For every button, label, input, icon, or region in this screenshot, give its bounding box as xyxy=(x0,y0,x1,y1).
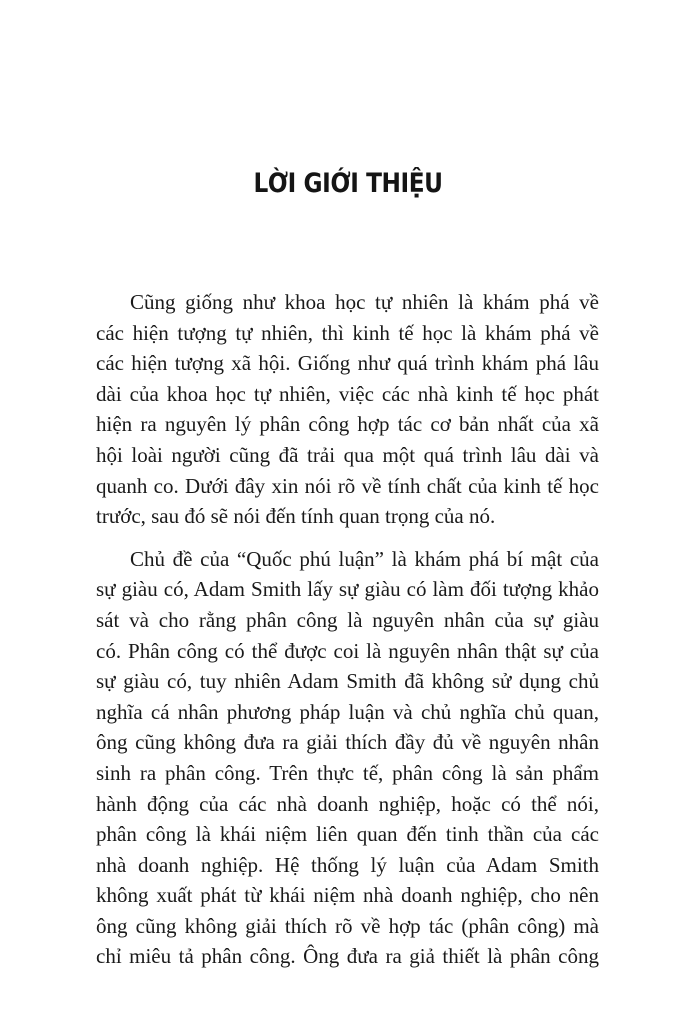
text-line: các hiện tượng tự nhiên, thì kinh tế học là khám phá về xyxy=(96,320,599,345)
text-line: trước, sau đó sẽ nói đến tính quan trọng của nó. xyxy=(96,504,496,529)
text-line: Cũng giống như khoa học tự nhiên là khám phá về xyxy=(130,290,599,314)
text-line: ông cũng không giải thích rõ về hợp tác (phân công) mà xyxy=(96,913,599,938)
text-line: Chủ đề của “Quốc phú luận” là khám phá bí mật của xyxy=(130,546,599,571)
text-line: dài của khoa học tự nhiên, việc các nhà kinh tế học phát xyxy=(96,381,599,406)
text-line: không xuất phát từ khái niệm nhà doanh nghiệp, cho nên xyxy=(96,883,599,908)
text-line: nhà doanh nghiệp. Hệ thống lý luận của Adam Smith xyxy=(96,852,599,877)
text-line: sự giàu có, tuy nhiên Adam Smith đã không sử dụng chủ xyxy=(96,669,599,694)
text-line: hiện ra nguyên lý phân công hợp tác cơ bản nhất của xã xyxy=(96,412,599,437)
text-line: sự giàu có, Adam Smith lấy sự giàu có làm đối tượng khảo xyxy=(96,577,599,602)
text-line: sát và cho rằng phân công là nguyên nhân của sự giàu xyxy=(96,607,599,632)
paragraph-2 xyxy=(96,544,599,972)
text-line: quanh co. Dưới đây xin nói rõ về tính chất của kinh tế học xyxy=(96,473,599,498)
text-line: chỉ miêu tả phân công. Ông đưa ra giả thiết là phân công xyxy=(96,944,599,969)
text-line: nghĩa cá nhân phương pháp luận và chủ nghĩa chủ quan, xyxy=(96,699,599,724)
body-text xyxy=(96,287,599,972)
chapter-title: LỜI GIỚI THIỆU xyxy=(253,168,443,199)
text-line: ông cũng không đưa ra giải thích đầy đủ về nguyên nhân xyxy=(96,730,599,755)
text-line: các hiện tượng xã hội. Giống như quá trình khám phá lâu xyxy=(96,351,599,376)
text-line: hội loài người cũng đã trải qua một quá trình lâu dài và xyxy=(96,442,599,467)
paragraph-1 xyxy=(96,287,599,532)
text-line: sinh ra phân công. Trên thực tế, phân công là sản phẩm xyxy=(96,760,599,785)
text-line: có. Phân công có thể được coi là nguyên nhân thật sự của xyxy=(96,638,599,663)
text-line: phân công là khái niệm liên quan đến tinh thần của các xyxy=(96,822,599,847)
text-line: hành động của các nhà doanh nghiệp, hoặc có thể nói, xyxy=(96,791,599,816)
